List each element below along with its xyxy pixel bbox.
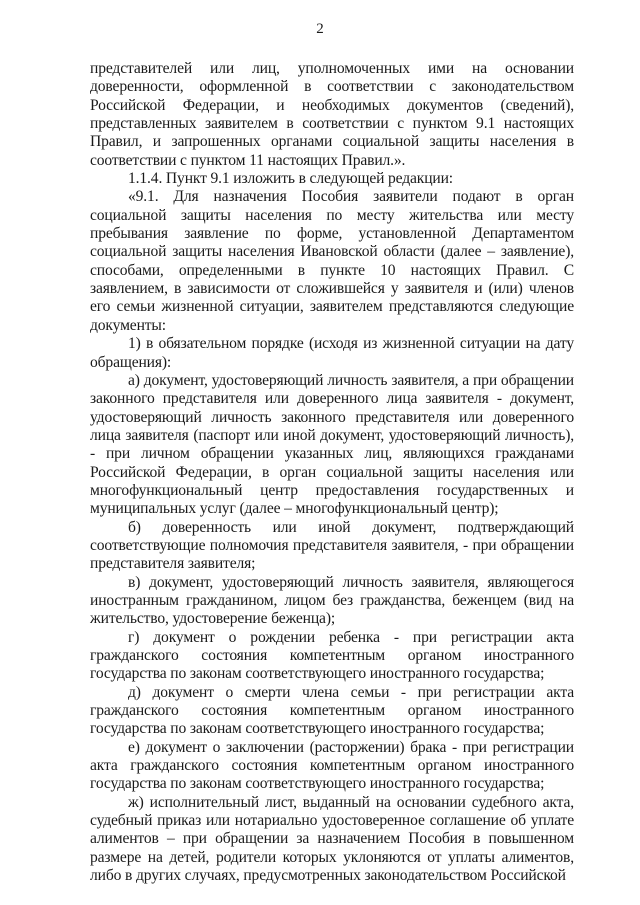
document-body: [90, 60, 574, 885]
paragraph-item-v: в) документ, удостоверяющий личность заявителя, являющегося иностранным гражданином, лицом без гражданства, беженцем (вид на жительство, удостоверение беженца);: [90, 573, 574, 628]
paragraph-item-zh: ж) исполнительный лист, выданный на основании судебного акта, судебный приказ или нотариально удостоверенное соглашение об уплате алиментов – при обращении за назначением Пособия в повышенном размере на детей, родители которых уклоняются от уплаты алиментов, либо в других случаях, предусмотренных законодательством Российской: [90, 793, 574, 885]
paragraph-item-g: г) документ о рождении ребенка - при регистрации акта гражданского состояния компетентным органом иностранного государства по законам соответствующего иностранного государства;: [90, 628, 574, 683]
paragraph-item-e: е) документ о заключении (расторжении) брака - при регистрации акта гражданского состояния компетентным органом иностранного государства по законам соответствующего иностранного государства;: [90, 738, 574, 793]
paragraph-item-1: 1) в обязательном порядке (исходя из жизненной ситуации на дату обращения):: [90, 335, 574, 371]
paragraph-item-b: б) доверенность или иной документ, подтверждающий соответствующие полномочия представителя заявителя, - при обращении представителя заявителя;: [90, 518, 574, 573]
paragraph-clause-1-1-4: 1.1.4. Пункт 9.1 изложить в следующей редакции:: [128, 170, 453, 188]
paragraph-item-a: а) документ, удостоверяющий личность заявителя, а при обращении законного представителя или доверенного лица заявителя - документ, удостоверяющий личность законного представителя или доверенного лица заявителя (паспорт или иной документ, удостоверяющий личность), - при личном обращении указанных лиц, являющихся гражданами Российской Федерации, в орган социальной защиты населения или многофункциональный центр предоставления государственных и муниципальных услуг (далее – многофункциональный центр);: [90, 371, 574, 518]
paragraph-item-d: д) документ о смерти члена семьи - при регистрации акта гражданского состояния компетентным органом иностранного государства по законам соответствующего иностранного государства;: [90, 683, 574, 738]
paragraph-clause-9-1: «9.1. Для назначения Пособия заявители подают в орган социальной защиты населения по месту жительства или месту пребывания заявление по форме, установленной Департаментом социальной защиты населения Ивановской области (далее – заявление), способами, определенными в пункте 10 настоящих Правил. С заявлением, в зависимости от сложившейся у заявителя и (или) членов его семьи жизненной ситуации, заявителем представляются следующие документы:: [90, 188, 574, 334]
page-number: 2: [316, 21, 324, 37]
paragraph-continuation: представителей или лиц, уполномоченных ими на основании доверенности, оформленной в соответствии с законодательством Российской Федерации, и необходимых документов (сведений), представленных заявителем в соответствии с пунктом 9.1 настоящих Правил, и запрошенных органами социальной защиты населения в соответствии с пунктом 11 настоящих Правил.».: [90, 60, 574, 169]
